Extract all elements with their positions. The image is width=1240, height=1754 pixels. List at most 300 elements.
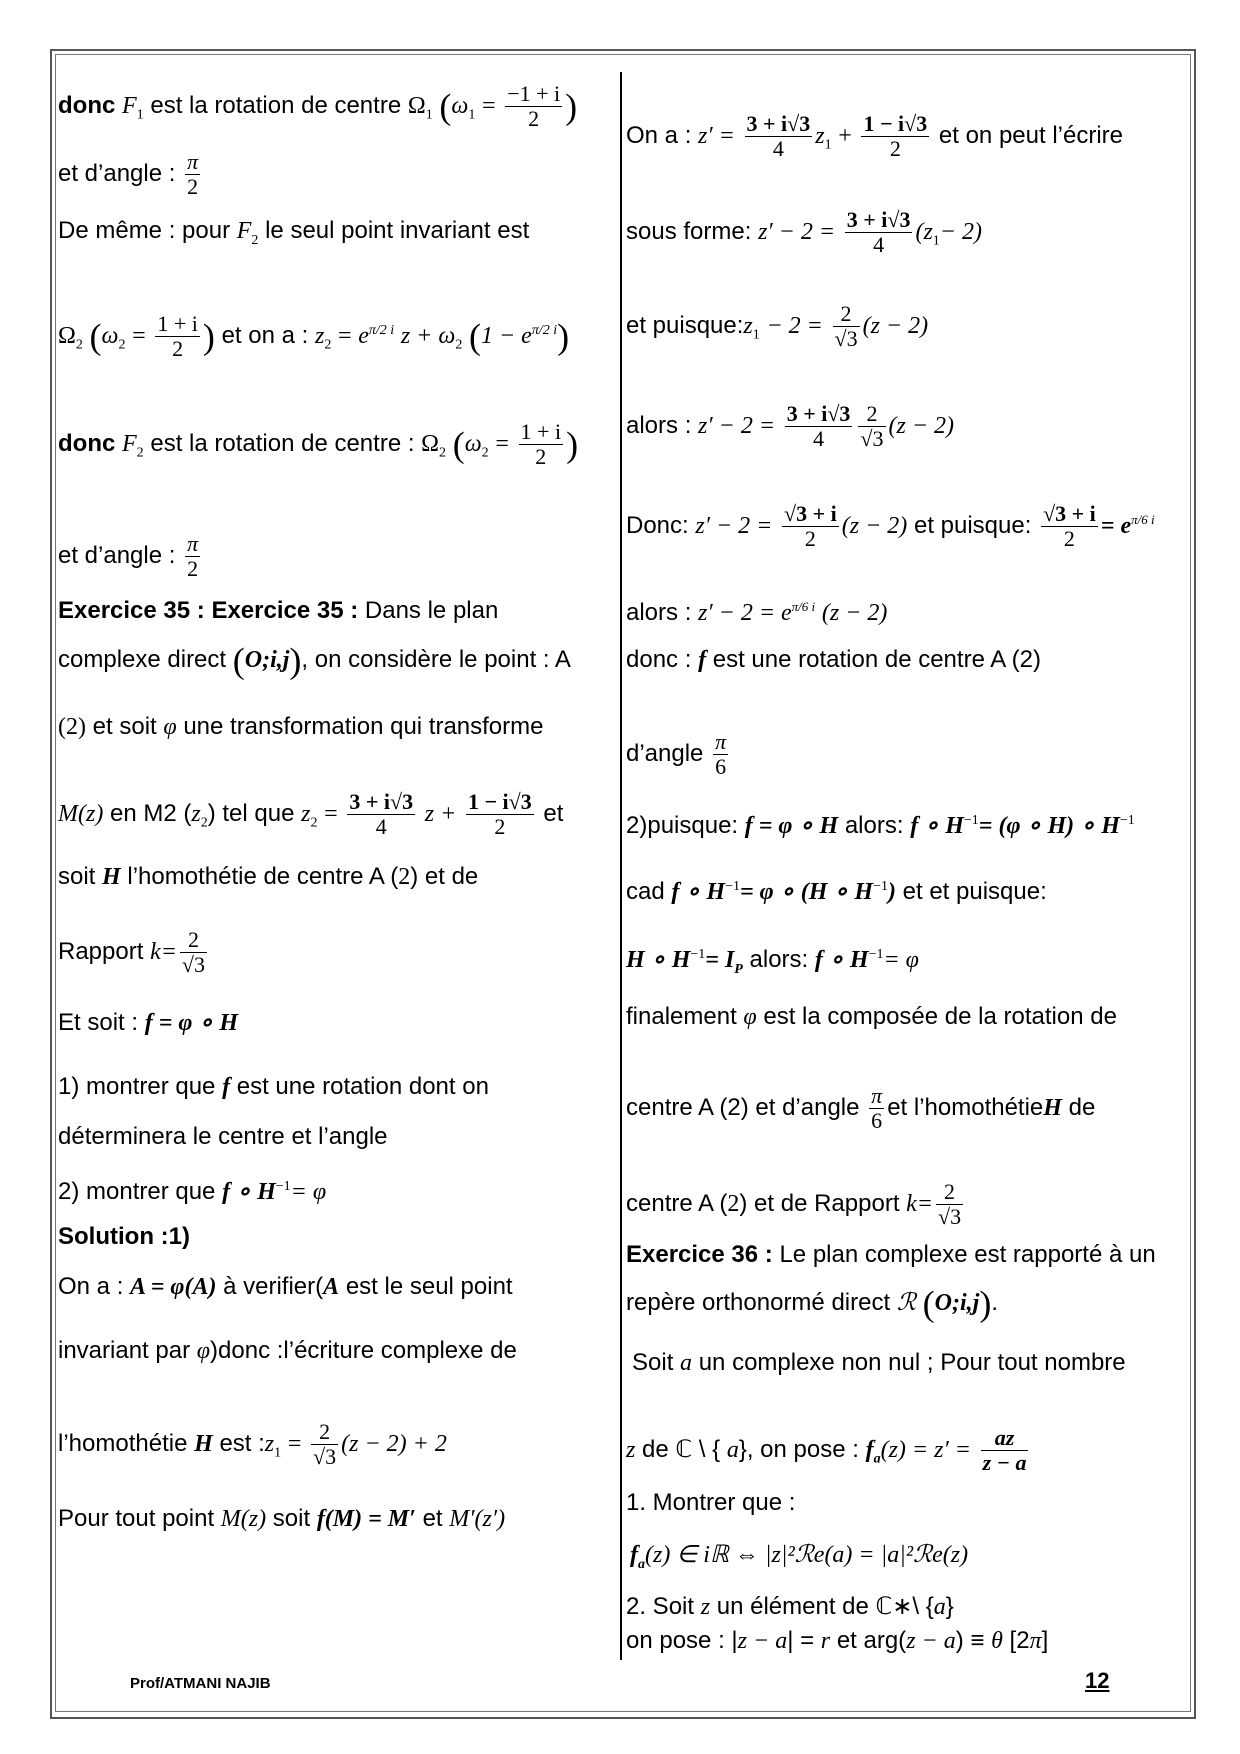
text: soit — [272, 1505, 311, 1532]
numerator: √3 + i — [1043, 501, 1096, 526]
left-line-12 — [58, 928, 210, 977]
denominator: 6 — [715, 754, 727, 779]
exponent: −1 — [873, 879, 888, 894]
math-symbol: = — [337, 322, 352, 349]
fraction — [936, 1180, 963, 1229]
left-line-16 — [58, 1172, 326, 1207]
text: 2. Soit — [626, 1593, 695, 1620]
math-expression: − 2) — [939, 218, 982, 245]
left-line-14 — [58, 1072, 489, 1102]
math-symbol: Ω — [58, 322, 76, 349]
text: un complexe non nul ; Pour tout nombre — [698, 1349, 1126, 1376]
text: et d’angle : — [58, 541, 176, 569]
math-symbol: r — [820, 1628, 831, 1654]
exponent: −1 — [725, 879, 740, 894]
text: et soit — [92, 713, 157, 740]
exponent: π/2 i — [531, 322, 558, 338]
math-symbol: z — [264, 1430, 275, 1457]
subscript: P — [734, 961, 743, 977]
left-line-2 — [58, 150, 203, 199]
math-expression: f(M) = M′ — [316, 1506, 416, 1532]
denominator: √3 — [313, 1444, 337, 1469]
subscript: 1 — [824, 137, 832, 153]
math-symbol: = — [481, 92, 496, 119]
math-expression: (z − 2) — [841, 512, 908, 539]
text: un élément de ℂ∗\ { — [716, 1593, 934, 1620]
denominator: 4 — [772, 136, 784, 161]
math-symbol: f — [865, 1436, 874, 1463]
text: ) et de Rapport — [739, 1189, 900, 1217]
math-symbol: θ — [991, 1628, 1003, 1654]
text: est la rotation de centre : — [150, 429, 415, 457]
math-symbol: z — [815, 122, 825, 149]
math-expression: = φ ∘ (H ∘ H — [739, 879, 874, 905]
math-expression: f ∘ H — [671, 879, 726, 905]
numerator: 1 − i√3 — [467, 789, 532, 814]
exercise-heading: Exercice 35 : Exercice 35 : — [58, 597, 359, 624]
math-expression: z′ − 2 = — [758, 218, 836, 245]
math-expression: = e — [1100, 512, 1132, 539]
math-symbol: ω — [451, 92, 469, 119]
text: centre A ( — [626, 1189, 728, 1217]
math-symbol: f — [630, 1542, 638, 1568]
math-symbol: ω — [101, 322, 119, 349]
math-expression: f = φ ∘ H — [144, 1010, 239, 1036]
text: alors: — [844, 812, 904, 839]
math-expression: (2) — [58, 714, 86, 740]
left-line-1: donc $F_1$ est la rotation de centre $\Omega_1$ ($\omega_1$ = $\frac{-1 + i}{2}$ ) — [58, 81, 578, 131]
denominator: 4 — [813, 426, 825, 451]
text: 1. Montrer que : — [626, 1489, 796, 1516]
text: 2)puisque: — [626, 812, 739, 839]
math-symbol: = — [324, 800, 338, 827]
fraction — [845, 208, 913, 257]
math-expression: = φ — [883, 947, 919, 973]
numerator: 3 + i√3 — [786, 401, 851, 426]
left-line-18 — [58, 1272, 513, 1302]
text: Rapport — [58, 937, 144, 965]
text: centre A (2) et d’angle — [626, 1093, 860, 1121]
math-expression: z − a — [906, 1628, 956, 1654]
subscript: 1 — [752, 327, 760, 343]
exponent: −1 — [1119, 813, 1135, 828]
math-symbol: z — [626, 1436, 636, 1463]
subscript: 2 — [200, 815, 208, 831]
subscript: 2 — [75, 337, 83, 353]
subscript: a — [638, 1556, 645, 1572]
math-expression: z′ = — [698, 122, 735, 149]
right-line-4 — [626, 402, 954, 451]
math-expression: O;i,j — [934, 1290, 980, 1316]
text: invariant par — [58, 1337, 191, 1364]
left-line-7 — [58, 596, 498, 626]
exponent: π/6 i — [791, 599, 816, 614]
math-expression: z′ − 2 = — [695, 512, 773, 539]
text: une transformation qui transforme — [183, 713, 544, 740]
text: de ℂ \ { — [642, 1435, 721, 1463]
right-line-9 — [626, 806, 1135, 841]
denominator: √3 — [181, 952, 205, 977]
left-line-4: $\Omega_2$ ($\omega_2$ = $\frac{1 + i}{2}$ ) et on a : $z_2 = e^{\pi/2 i}$ $z + \omega_2$ $(1 - e^{\pi/2 i})$ — [58, 311, 570, 361]
text: Et soit : — [58, 1009, 139, 1036]
math-symbol: e — [358, 322, 369, 349]
math-expression: z′ − 2 = e — [698, 600, 792, 626]
math-symbol: H — [194, 1430, 213, 1457]
math-symbol: ω — [464, 430, 482, 457]
text: est la composée de la rotation de — [763, 1003, 1117, 1030]
numerator: π — [715, 729, 727, 754]
math-expression: (z — [915, 218, 933, 245]
left-line-19 — [58, 1336, 517, 1366]
fraction — [782, 502, 839, 551]
text: et puisque: — [626, 311, 744, 339]
text: le seul point invariant est — [265, 217, 530, 244]
numerator: 2 — [936, 1180, 963, 1205]
math-symbol: π — [1029, 1628, 1042, 1654]
text: est le seul point — [345, 1273, 513, 1300]
text: et puisque: — [913, 511, 1032, 539]
math-symbol: F — [122, 92, 137, 119]
math-symbol: 2 — [398, 864, 411, 890]
denominator: 2 — [889, 136, 901, 161]
right-line-14 — [626, 1180, 966, 1229]
math-symbol: 2 — [727, 1190, 740, 1217]
left-line-3 — [58, 216, 529, 256]
fraction — [155, 312, 200, 361]
math-symbol: k= — [906, 1190, 934, 1217]
left-line-6 — [58, 532, 203, 581]
subscript: 2 — [118, 337, 126, 353]
text: l’homothétie — [58, 1429, 188, 1457]
subscript: 1 — [274, 1445, 282, 1461]
subscript: 2 — [251, 232, 259, 248]
math-expression: (z − 2) + 2 — [341, 1430, 447, 1457]
text: }, on pose : — [738, 1435, 859, 1463]
text: et et puisque: — [902, 878, 1047, 905]
math-expression: z + — [424, 800, 457, 827]
right-line-10 — [626, 872, 1047, 907]
math-symbol: a — [726, 1436, 739, 1463]
denominator: √3 — [860, 426, 884, 451]
fraction — [519, 420, 564, 469]
fraction — [785, 402, 853, 451]
right-line-13 — [626, 1084, 1095, 1133]
text: repère orthonormé direct — [626, 1289, 891, 1316]
text: Soit — [632, 1349, 674, 1376]
text: alors: — [749, 946, 809, 973]
math-expression: z − a — [737, 1628, 788, 1654]
right-line-6 — [626, 592, 887, 628]
right-line-8 — [626, 730, 731, 779]
denominator: 4 — [873, 232, 885, 257]
subscript: a — [873, 1451, 881, 1467]
right-line-16: repère orthonormé direct ℛ (O;i,j). — [626, 1283, 998, 1324]
right-line-3 — [626, 302, 928, 351]
math-symbol: ) — [887, 879, 896, 905]
math-symbol: = — [495, 430, 509, 457]
exponent: −1 — [963, 813, 979, 828]
math-symbol: F — [122, 430, 137, 457]
text: est une rotation de centre A (2) — [712, 646, 1041, 673]
right-line-1 — [626, 112, 1123, 161]
math-expression: f ∘ H — [814, 947, 869, 973]
subscript: 1 — [468, 107, 476, 123]
numerator: 1 + i — [157, 311, 198, 336]
left-line-8: complexe direct (O;i,j), on considère le point : A — [58, 640, 571, 681]
text: l’homothétie de centre A ( — [127, 863, 399, 890]
math-symbol: z — [191, 800, 201, 827]
math-expression: M(z) — [220, 1506, 267, 1532]
denominator: 2 — [187, 174, 199, 199]
math-symbol: Ω — [421, 430, 440, 457]
right-line-18 — [626, 1426, 1031, 1475]
text: on pose : | — [626, 1627, 738, 1654]
math-symbol: φ — [163, 714, 177, 740]
footer-author: Prof/ATMANI NAJIB — [130, 1675, 271, 1692]
exponent: −1 — [690, 947, 706, 962]
numerator: π — [871, 1083, 883, 1108]
text: est la rotation de centre — [150, 91, 402, 119]
denominator: 2 — [804, 526, 816, 551]
right-line-12 — [626, 1002, 1117, 1032]
math-symbol: F — [236, 218, 252, 244]
left-line-17 — [58, 1222, 190, 1252]
math-symbol: A — [323, 1274, 340, 1300]
text: alors : — [626, 599, 692, 626]
fraction — [869, 1084, 884, 1133]
left-line-15 — [58, 1122, 388, 1152]
math-symbol: = — [287, 1430, 302, 1457]
denominator: 6 — [871, 1108, 883, 1133]
text: de — [1068, 1093, 1096, 1121]
numerator: 2 — [833, 302, 860, 327]
numerator: π — [187, 149, 199, 174]
math-expression: O;i,j — [244, 647, 290, 673]
text: en M2 ( — [110, 799, 192, 827]
text: et — [422, 1505, 443, 1532]
text: est une rotation dont on — [236, 1073, 489, 1100]
subscript: 2 — [136, 445, 144, 461]
text: sous forme: — [626, 217, 752, 245]
text: et — [543, 799, 564, 827]
math-expression: 1 − e — [480, 322, 532, 349]
text: et on a : — [221, 321, 309, 349]
math-expression: z′ − 2 = — [698, 412, 776, 439]
math-expression: (z) ∈ iℝ ⇔ |z|²ℛe(a) = |a|²ℛe(z) — [645, 1542, 969, 1568]
text: cad — [626, 878, 665, 905]
text: ) ≡ — [955, 1627, 985, 1654]
numerator: −1 + i — [507, 81, 561, 106]
denominator: z − a — [982, 1450, 1027, 1475]
subscript: 1 — [932, 233, 940, 249]
fraction — [311, 1420, 338, 1469]
math-expression: = (φ ∘ H) ∘ H — [978, 813, 1120, 839]
subscript: 1 — [136, 107, 144, 123]
text: 2) montrer que — [58, 1178, 216, 1205]
numerator: 1 + i — [520, 419, 562, 444]
left-line-21 — [58, 1504, 505, 1534]
subscript: 2 — [455, 337, 463, 353]
right-line-17 — [632, 1348, 1126, 1378]
text: ] — [1041, 1627, 1049, 1654]
math-symbol: H — [1043, 1094, 1062, 1121]
exponent: π/6 i — [1131, 511, 1155, 527]
text: 1) montrer que — [58, 1073, 216, 1100]
fraction — [861, 112, 929, 161]
right-line-19 — [626, 1488, 795, 1518]
left-line-13 — [58, 1008, 238, 1038]
math-expression: f ∘ H — [222, 1179, 276, 1205]
math-symbol: z — [301, 800, 311, 827]
right-line-5 — [626, 502, 1155, 551]
math-symbol: z — [700, 1594, 711, 1620]
text: . — [991, 1289, 998, 1316]
fraction — [180, 928, 207, 977]
math-symbol: H — [102, 864, 121, 890]
math-symbol: a — [680, 1350, 693, 1376]
right-line-21 — [626, 1592, 954, 1622]
text: donc — [58, 429, 116, 457]
math-symbol: f — [698, 647, 707, 673]
left-line-11 — [58, 862, 478, 892]
right-line-20 — [630, 1540, 968, 1580]
text: Dans le plan — [364, 597, 499, 624]
right-line-22 — [626, 1626, 1048, 1656]
left-line-20 — [58, 1420, 447, 1469]
text: et l’homothétie — [887, 1093, 1044, 1121]
math-expression: f = φ ∘ H — [744, 813, 839, 839]
fraction — [185, 532, 200, 581]
fraction — [858, 402, 885, 451]
subscript: 2 — [324, 337, 332, 353]
math-expression: = I — [705, 947, 735, 973]
numerator: 2 — [180, 928, 207, 953]
text: On a : — [626, 121, 692, 149]
column-divider — [620, 72, 622, 1660]
text: donc — [58, 91, 116, 119]
math-symbol: φ — [743, 1004, 757, 1030]
math-expression: (z − 2) — [888, 412, 955, 439]
text: [2 — [1009, 1627, 1030, 1654]
text: ) et de — [410, 863, 479, 890]
fraction — [745, 112, 813, 161]
math-symbol: a — [933, 1594, 946, 1620]
text: d’angle — [626, 739, 704, 767]
exponent: −1 — [275, 1179, 291, 1194]
right-line-11 — [626, 940, 919, 985]
math-expression: = φ — [290, 1179, 327, 1205]
text: alors : — [626, 411, 692, 439]
fraction — [833, 302, 860, 351]
fraction — [505, 82, 562, 131]
denominator: √3 — [834, 326, 858, 351]
math-expression: M(z) — [58, 800, 104, 827]
math-expression: H ∘ H — [626, 947, 691, 973]
text: à verifier( — [223, 1273, 324, 1300]
fraction — [981, 1426, 1029, 1475]
math-expression: − 2 = — [766, 312, 823, 339]
text: On a : — [58, 1273, 124, 1300]
page-number: 12 — [1085, 1668, 1110, 1693]
text: )donc :l’écriture complexe de — [210, 1337, 517, 1364]
numerator: 1 − i√3 — [863, 111, 928, 136]
text: complexe direct — [58, 646, 227, 673]
text: , on considère le point : A — [301, 646, 571, 673]
fraction — [347, 790, 415, 839]
numerator: 3 + i√3 — [746, 111, 811, 136]
denominator: 2 — [187, 556, 199, 581]
numerator: 2 — [311, 1420, 338, 1445]
text: et arg( — [836, 1627, 907, 1654]
subscript: 2 — [481, 445, 489, 461]
right-line-7 — [626, 645, 1041, 675]
math-symbol: Ω — [407, 92, 426, 119]
text: ) tel que — [207, 799, 295, 827]
math-symbol: f — [222, 1074, 231, 1100]
exercise-heading: Exercice 36 : — [626, 1241, 773, 1268]
math-symbol: ℛ — [896, 1290, 916, 1316]
text: De même : pour — [58, 217, 231, 244]
fraction — [466, 790, 534, 839]
math-symbol: = — [132, 322, 146, 349]
text: finalement — [626, 1003, 737, 1030]
denominator: √3 — [938, 1204, 962, 1229]
numerator: π — [187, 531, 199, 556]
text: soit — [58, 863, 96, 890]
text: et on peut l’écrire — [938, 121, 1123, 149]
text: | = — [787, 1627, 815, 1654]
numerator: 2 — [858, 402, 885, 427]
math-expression: (z − 2) — [821, 600, 888, 626]
text: Donc: — [626, 511, 689, 539]
denominator: 2 — [494, 814, 506, 839]
denominator: 4 — [375, 814, 387, 839]
left-line-5: donc $F_2$ est la rotation de centre : $\Omega_2$ ($\omega_2$ = $\frac{1 + i}{2}$ ) — [58, 419, 579, 469]
numerator: az — [981, 1426, 1029, 1451]
math-symbol: z — [314, 322, 325, 349]
text: est : — [219, 1429, 265, 1457]
numerator: 3 + i√3 — [349, 789, 414, 814]
subscript: 2 — [310, 815, 318, 831]
denominator: 2 — [1063, 526, 1075, 551]
math-expression: M′(z′) — [449, 1506, 506, 1532]
left-line-9 — [58, 712, 544, 742]
math-expression: f ∘ H — [910, 813, 964, 839]
numerator: 3 + i√3 — [846, 207, 911, 232]
denominator: 2 — [172, 336, 184, 361]
text: et d’angle : — [58, 159, 176, 187]
math-symbol: z — [743, 312, 753, 339]
left-line-10 — [58, 790, 563, 839]
right-line-15 — [626, 1240, 1156, 1270]
denominator: 2 — [528, 106, 540, 131]
text: déterminera le centre et l’angle — [58, 1123, 388, 1150]
numerator: √3 + i — [784, 501, 837, 526]
math-symbol: φ — [196, 1338, 211, 1364]
math-expression: z + ω — [400, 322, 456, 349]
math-symbol: k= — [150, 938, 177, 965]
subscript: 2 — [439, 445, 447, 461]
text: Le plan complexe est rapporté à un — [779, 1241, 1156, 1268]
subscript: 1 — [425, 107, 433, 123]
exponent: −1 — [868, 947, 884, 962]
denominator: 2 — [535, 444, 547, 469]
math-expression: (z) = z′ = — [880, 1436, 971, 1463]
math-symbol: + — [838, 122, 852, 149]
math-expression: A = φ(A) — [130, 1274, 217, 1300]
fraction — [713, 730, 728, 779]
text: Pour tout point — [58, 1505, 215, 1532]
